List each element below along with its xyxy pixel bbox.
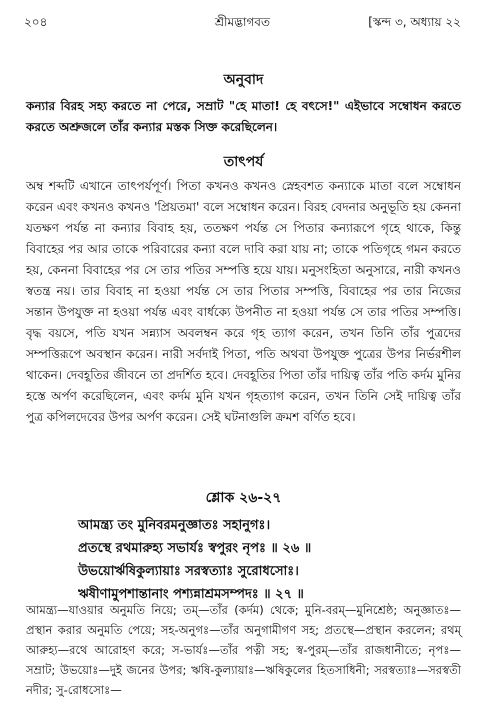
translation-heading: অনুবাদ — [223, 72, 264, 88]
verse-line: প্রতস্থে রথমারুহ্য সভার্যঃ স্বপুরং নৃপঃ ॥ ২৬ ॥ — [78, 541, 312, 556]
verse-title: শ্লোক ২৬-২৭ — [205, 490, 282, 506]
synonyms-text: আমন্ত্র্য—যাওয়ার অনুমতি নিয়ে; তম্—তাঁর (কর্দম) থেকে; মুনি-বরম্—মুনিশ্রেষ্ঠ; অনুজ্ঞাতঃ—প্রস্থান করার অনুমতি পেয়ে; সহ-অনুগঃ—তাঁর অনুগামীগণ সহ; প্রতস্থে—প্রস্থান করলেন; রথম্ আরুহ্য—রথে আরোহণ করে; স-ভার্যঃ—তাঁর পত্নী সহ; স্ব-পুরম্—তাঁর রাজধানীতে; নৃপঃ—সম্রাট; উভয়োঃ—দুই জনের উপর; ঋষি-কুল্যায়াঃ—ঋষিকুলের হিতসাধিনী; সরস্বত্যাঃ—সরস্বতী নদীর; সু-রোধসোঃ— — [26, 603, 461, 697]
verse-line: আমন্ত্র্য তং মুনিবরমনুজ্ঞাতঃ সহানুগঃ। — [78, 518, 271, 533]
verse-section — [26, 486, 461, 606]
translation-section — [26, 68, 461, 138]
book-title: শ্রীমদ্ভাগবত — [214, 15, 270, 29]
purport-section — [26, 150, 461, 428]
verse-line: উভয়োর্ঋষিকুল্যায়াঃ সরস্বত্যাঃ সুরোধসোঃ। — [78, 564, 299, 579]
synonyms-section — [26, 600, 461, 700]
purport-text: অম্ব শব্দটি এখানে তাৎপর্যপূর্ণ। পিতা কখনও কখনও স্নেহবশত কন্যাকে মাতা বলে সম্বোধন করেন এবং কখনও কখনও 'প্রিয়তমা' বলে সম্বোধন করেন। বিরহ বেদনার অনুভূতি হয় কেননা যতক্ষণ পর্যন্ত না কন্যার বিবাহ হয়, ততক্ষণ পর্যন্ত সে পিতার কন্যারূপে গৃহে থাকে, কিন্তু বিবাহের পর আর তাকে পরিবারের কন্যা বলে দাবি করা যায় না; তাকে পতিগৃহে গমন করতে হয়, কেননা বিবাহের পর সে তার পতির সম্পত্তি হয়ে যায়। মনুসংহিতা অনুসারে, নারী কখনও স্বতন্ত্র নয়। তার বিবাহ না হওয়া পর্যন্ত সে তার পিতার সম্পত্তি, বিবাহের পর তার নিজের সন্তান উপযুক্ত না হওয়া পর্যন্ত এবং বার্ধক্যে উপনীত না হওয়া পর্যন্ত সে তার পতির সম্পত্তি। বৃদ্ধ বয়সে, পতি যখন সন্ন্যাস অবলম্বন করে গৃহ ত্যাগ করেন, তখন তিনি তাঁর পুত্রদের সম্পত্তিরূপে অবস্থান করেন। নারী সর্বদাই পিতা, পতি অথবা উপযুক্ত পুত্রের উপর নির্ভরশীল থাকেন। দেবহূতির জীবনে তা প্রদর্শিত হবে। দেবহূতির পিতা তাঁর দায়িত্ব তাঁর পতি কর্দম মুনির হস্তে অর্পণ করেছিলেন, এবং কর্দম মুনি যখন গৃহত্যাগ করেন, তখন তিনি সেই দায়িত্ব তাঁর পুত্র কপিলদেবের উপর অর্পণ করেন। সেই ঘটনাগুলি ক্রমশ বর্ণিত হবে। — [26, 179, 461, 424]
verse-line: ঋষীণামুপশান্তানাং পশ্যন্নাশ্রমসম্পদঃ ॥ ২৭ ॥ — [78, 587, 304, 602]
chapter-reference: [স্কন্দ ৩, অধ্যায় ২২ — [368, 15, 461, 29]
verse-text — [26, 514, 461, 606]
purport-heading: তাৎপর্য — [223, 154, 264, 170]
page-number: ২০৪ — [24, 15, 48, 29]
page-header — [24, 14, 461, 34]
translation-text: কন্যার বিরহ সহ্য করতে না পেরে, সম্রাট "হে মাতা! হে বৎসে!" এইভাবে সম্বোধন করতে করতে অশ্রুজলে তাঁর কন্যার মস্তক সিক্ত করেছিলেন। — [26, 99, 461, 134]
